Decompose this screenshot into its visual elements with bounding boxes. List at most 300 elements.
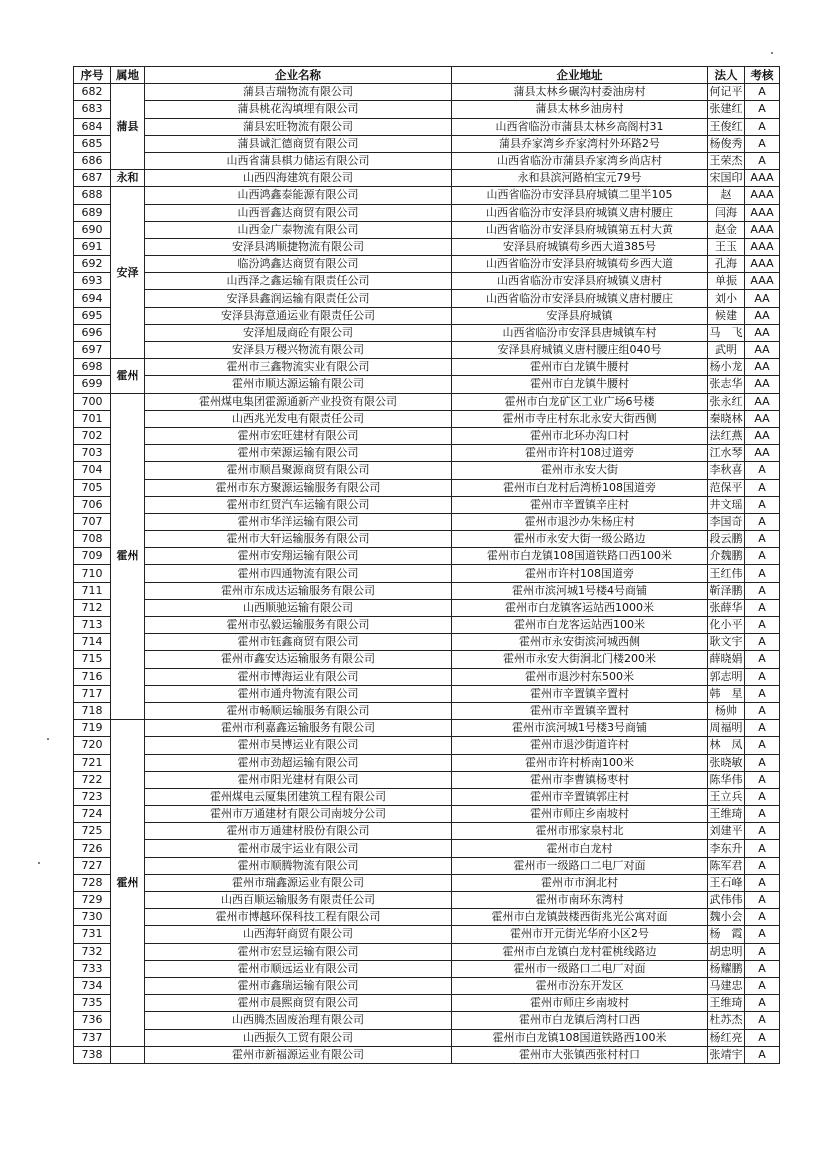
company-address-cell: 霍州市白龙镇鼓楼西街兆光公寓对面 [452, 909, 708, 926]
company-name-cell: 蒲县吉瑞物流有限公司 [145, 84, 452, 101]
company-address-cell: 霍州市许村108国道旁 [452, 565, 708, 582]
serial-no-cell: 704 [74, 462, 111, 479]
serial-no-cell: 689 [74, 204, 111, 221]
table-row [74, 342, 780, 359]
rating-cell: A [745, 101, 780, 118]
legal-rep-cell: 赵 [708, 187, 745, 204]
table-row [74, 737, 780, 754]
serial-no-cell: 707 [74, 513, 111, 530]
legal-rep-cell: 王荣杰 [708, 152, 745, 169]
serial-no-cell: 712 [74, 599, 111, 616]
legal-rep-cell: 李秋喜 [708, 462, 745, 479]
rating-cell: AAA [745, 187, 780, 204]
table-row [74, 221, 780, 238]
company-name-cell: 霍州市新福源运业有限公司 [145, 1046, 452, 1063]
serial-no-cell: 721 [74, 754, 111, 771]
table-row [74, 290, 780, 307]
company-name-cell: 山西兆光发电有限责任公司 [145, 410, 452, 427]
scan-speck [38, 862, 40, 864]
serial-no-cell: 736 [74, 1012, 111, 1029]
legal-rep-cell: 法红燕 [708, 427, 745, 444]
legal-rep-cell: 武伟伟 [708, 892, 745, 909]
legal-rep-cell: 杨帅 [708, 702, 745, 719]
company-name-cell: 安泽旭晟商砼有限公司 [145, 324, 452, 341]
rating-cell: A [745, 685, 780, 702]
company-address-cell: 霍州市邢家泉村北 [452, 823, 708, 840]
company-address-cell: 霍州市永安街滨河城西侧 [452, 634, 708, 651]
company-address-cell: 山西省临汾市安泽县府城镇苟乡西大道 [452, 256, 708, 273]
company-address-cell: 安泽县府城镇苟乡西大道385号 [452, 238, 708, 255]
company-name-cell: 霍州市万通建材有限公司南坡分公司 [145, 806, 452, 823]
table-row [74, 685, 780, 702]
company-name-cell: 霍州市顺昌聚源商贸有限公司 [145, 462, 452, 479]
company-address-cell: 蒲县太林乡碾沟村委油房村 [452, 84, 708, 101]
legal-rep-cell: 武明 [708, 342, 745, 359]
rating-cell: A [745, 152, 780, 169]
legal-rep-cell: 候建 [708, 307, 745, 324]
table-row [74, 324, 780, 341]
serial-no-cell: 717 [74, 685, 111, 702]
table-row [74, 788, 780, 805]
table-row [74, 531, 780, 548]
company-name-cell: 霍州市三鑫物流实业有限公司 [145, 359, 452, 376]
company-address-cell: 霍州市师庄乡南坡村 [452, 806, 708, 823]
company-address-cell: 霍州市一级路口二电厂对面 [452, 960, 708, 977]
serial-no-cell: 735 [74, 995, 111, 1012]
company-name-cell: 霍州市顺远运业有限公司 [145, 960, 452, 977]
rating-cell: A [745, 479, 780, 496]
company-name-cell: 山西海轩商贸有限公司 [145, 926, 452, 943]
company-name-cell: 安泽县万稷兴物流有限公司 [145, 342, 452, 359]
table-row [74, 393, 780, 410]
company-name-cell: 霍州市通舟物流有限公司 [145, 685, 452, 702]
table-row [74, 118, 780, 135]
serial-no-cell: 709 [74, 548, 111, 565]
legal-rep-cell: 杨 霞 [708, 926, 745, 943]
legal-rep-cell: 周福明 [708, 720, 745, 737]
serial-no-cell: 688 [74, 187, 111, 204]
company-address-cell: 霍州市永安大街 [452, 462, 708, 479]
legal-rep-cell: 杜苏杰 [708, 1012, 745, 1029]
company-address-cell: 安泽县府城镇 [452, 307, 708, 324]
rating-cell: AA [745, 342, 780, 359]
company-name-cell: 霍州市顺腾物流有限公司 [145, 857, 452, 874]
header-rating: 考核 [745, 67, 780, 84]
table-body [74, 84, 780, 1064]
legal-rep-cell: 单振 [708, 273, 745, 290]
company-name-cell: 霍州市安翔运输有限公司 [145, 548, 452, 565]
legal-rep-cell: 耿文宇 [708, 634, 745, 651]
legal-rep-cell: 张薛华 [708, 599, 745, 616]
serial-no-cell: 698 [74, 359, 111, 376]
legal-rep-cell: 何记平 [708, 84, 745, 101]
rating-cell: A [745, 531, 780, 548]
serial-no-cell: 701 [74, 410, 111, 427]
company-address-cell: 霍州市白龙镇108国道铁路西100米 [452, 1029, 708, 1046]
table-row [74, 410, 780, 427]
legal-rep-cell: 靳泽鹏 [708, 582, 745, 599]
company-name-cell: 山西四海建筑有限公司 [145, 170, 452, 187]
serial-no-cell: 683 [74, 101, 111, 118]
region-cell: 霍州 [111, 720, 145, 1047]
serial-no-cell: 695 [74, 307, 111, 324]
region-cell [111, 1046, 145, 1063]
serial-no-cell: 713 [74, 617, 111, 634]
company-name-cell: 山西振久工贸有限公司 [145, 1029, 452, 1046]
serial-no-cell: 715 [74, 651, 111, 668]
company-name-cell: 霍州市瑞鑫源运业有限公司 [145, 874, 452, 891]
company-address-cell: 霍州市白龙镇108国道铁路口西100米 [452, 548, 708, 565]
legal-rep-cell: 陈军君 [708, 857, 745, 874]
serial-no-cell: 700 [74, 393, 111, 410]
rating-cell: A [745, 840, 780, 857]
rating-cell: AAA [745, 204, 780, 221]
serial-no-cell: 692 [74, 256, 111, 273]
table-row [74, 565, 780, 582]
company-address-cell: 霍州市开元街光华府小区2号 [452, 926, 708, 943]
table-row [74, 995, 780, 1012]
table-row [74, 204, 780, 221]
rating-cell: A [745, 977, 780, 994]
table-row [74, 445, 780, 462]
rating-cell: A [745, 135, 780, 152]
legal-rep-cell: 张永红 [708, 393, 745, 410]
legal-rep-cell: 林 凤 [708, 737, 745, 754]
rating-cell: A [745, 1029, 780, 1046]
table-row [74, 187, 780, 204]
company-name-cell: 霍州煤电云厦集团建筑工程有限公司 [145, 788, 452, 805]
company-name-cell: 蒲县诚汇德商贸有限公司 [145, 135, 452, 152]
serial-no-cell: 716 [74, 668, 111, 685]
company-address-cell: 霍州市滨河城1号楼4号商铺 [452, 582, 708, 599]
company-address-cell: 山西省临汾市安泽县府城镇第五村大黄 [452, 221, 708, 238]
serial-no-cell: 703 [74, 445, 111, 462]
company-address-cell: 山西省临汾市蒲县太林乡高阁村31 [452, 118, 708, 135]
rating-cell: AA [745, 445, 780, 462]
serial-no-cell: 726 [74, 840, 111, 857]
company-address-cell: 霍州市李曹镇杨枣村 [452, 771, 708, 788]
company-name-cell: 霍州市弘毅运输服务有限公司 [145, 617, 452, 634]
table-row [74, 634, 780, 651]
company-address-cell: 山西省临汾市安泽县府城镇义唐村腰庄 [452, 204, 708, 221]
legal-rep-cell: 段云鹏 [708, 531, 745, 548]
header-legal-rep: 法人 [708, 67, 745, 84]
serial-no-cell: 708 [74, 531, 111, 548]
legal-rep-cell: 化小平 [708, 617, 745, 634]
company-name-cell: 山西省蒲县棋力储运有限公司 [145, 152, 452, 169]
company-address-cell: 霍州市白龙矿区工业广场6号楼 [452, 393, 708, 410]
table-row [74, 84, 780, 101]
table-row [74, 238, 780, 255]
serial-no-cell: 720 [74, 737, 111, 754]
serial-no-cell: 714 [74, 634, 111, 651]
legal-rep-cell: 刘小 [708, 290, 745, 307]
table-row [74, 720, 780, 737]
company-name-cell: 霍州市晟宇运业有限公司 [145, 840, 452, 857]
company-address-cell: 霍州市寺庄村东北永安大街西侧 [452, 410, 708, 427]
serial-no-cell: 699 [74, 376, 111, 393]
rating-cell: AAA [745, 238, 780, 255]
table-row [74, 668, 780, 685]
rating-cell: A [745, 702, 780, 719]
table-row [74, 771, 780, 788]
company-name-cell: 霍州市晨熙商贸有限公司 [145, 995, 452, 1012]
region-cell: 永和 [111, 170, 145, 187]
serial-no-cell: 737 [74, 1029, 111, 1046]
company-name-cell: 霍州市宏昱运输有限公司 [145, 943, 452, 960]
company-name-cell: 蒲县桃花沟填埋有限公司 [145, 101, 452, 118]
company-name-cell: 霍州市四通物流有限公司 [145, 565, 452, 582]
serial-no-cell: 732 [74, 943, 111, 960]
serial-no-cell: 725 [74, 823, 111, 840]
company-name-cell: 山西晋鑫达商贸有限公司 [145, 204, 452, 221]
serial-no-cell: 738 [74, 1046, 111, 1063]
serial-no-cell: 694 [74, 290, 111, 307]
serial-no-cell: 718 [74, 702, 111, 719]
rating-cell: A [745, 548, 780, 565]
company-address-cell: 山西省临汾市安泽县唐城镇车村 [452, 324, 708, 341]
rating-cell: A [745, 617, 780, 634]
legal-rep-cell: 薛晓娟 [708, 651, 745, 668]
table-row [74, 823, 780, 840]
region-cell: 霍州 [111, 359, 145, 393]
serial-no-cell: 693 [74, 273, 111, 290]
serial-no-cell: 685 [74, 135, 111, 152]
company-address-cell: 山西省临汾市蒲县乔家湾乡尚店村 [452, 152, 708, 169]
company-address-cell: 山西省临汾市安泽县府城镇二里半105 [452, 187, 708, 204]
rating-cell: AA [745, 307, 780, 324]
company-address-cell: 霍州市退沙办朱杨庄村 [452, 513, 708, 530]
company-name-cell: 霍州市顺达源运输有限公司 [145, 376, 452, 393]
company-address-cell: 霍州市师庄乡南坡村 [452, 995, 708, 1012]
company-name-cell: 霍州市昊博运业有限公司 [145, 737, 452, 754]
rating-cell: A [745, 496, 780, 513]
serial-no-cell: 702 [74, 427, 111, 444]
table-row [74, 427, 780, 444]
serial-no-cell: 727 [74, 857, 111, 874]
serial-no-cell: 696 [74, 324, 111, 341]
serial-no-cell: 724 [74, 806, 111, 823]
legal-rep-cell: 闫海 [708, 204, 745, 221]
table-row [74, 960, 780, 977]
company-address-cell: 霍州市白龙客运站西100米 [452, 617, 708, 634]
table-row [74, 273, 780, 290]
rating-cell: AA [745, 359, 780, 376]
company-address-cell: 霍州市南环东湾村 [452, 892, 708, 909]
company-name-cell: 霍州市鑫瑞运输有限公司 [145, 977, 452, 994]
rating-cell: A [745, 788, 780, 805]
rating-cell: A [745, 771, 780, 788]
legal-rep-cell: 王维琦 [708, 806, 745, 823]
rating-cell: A [745, 720, 780, 737]
serial-no-cell: 686 [74, 152, 111, 169]
rating-cell: AA [745, 427, 780, 444]
serial-no-cell: 723 [74, 788, 111, 805]
company-address-cell: 山西省临汾市安泽县府城镇义唐村 [452, 273, 708, 290]
rating-cell: AAA [745, 170, 780, 187]
table-row [74, 376, 780, 393]
company-address-cell: 安泽县府城镇义唐村腰庄组040号 [452, 342, 708, 359]
serial-no-cell: 719 [74, 720, 111, 737]
company-name-cell: 山西鸿鑫泰能源有限公司 [145, 187, 452, 204]
company-address-cell: 蒲县乔家湾乡乔家湾村外环路2号 [452, 135, 708, 152]
table-row [74, 582, 780, 599]
region-cell: 安泽 [111, 187, 145, 359]
serial-no-cell: 684 [74, 118, 111, 135]
legal-rep-cell: 孔海 [708, 256, 745, 273]
legal-rep-cell: 张建红 [708, 101, 745, 118]
serial-no-cell: 730 [74, 909, 111, 926]
legal-rep-cell: 介魏鹏 [708, 548, 745, 565]
rating-cell: A [745, 84, 780, 101]
company-name-cell: 霍州市畅顺运输服务有限公司 [145, 702, 452, 719]
legal-rep-cell: 王玉 [708, 238, 745, 255]
serial-no-cell: 697 [74, 342, 111, 359]
table-row [74, 256, 780, 273]
company-address-cell: 霍州市大张镇西张村村口 [452, 1046, 708, 1063]
rating-cell: A [745, 754, 780, 771]
serial-no-cell: 734 [74, 977, 111, 994]
table-row [74, 479, 780, 496]
serial-no-cell: 690 [74, 221, 111, 238]
region-cell: 蒲县 [111, 84, 145, 170]
legal-rep-cell: 李东升 [708, 840, 745, 857]
serial-no-cell: 733 [74, 960, 111, 977]
legal-rep-cell: 宋国印 [708, 170, 745, 187]
rating-cell: A [745, 462, 780, 479]
company-address-cell: 霍州市辛置镇辛置村 [452, 702, 708, 719]
serial-no-cell: 729 [74, 892, 111, 909]
legal-rep-cell: 刘建平 [708, 823, 745, 840]
rating-cell: A [745, 943, 780, 960]
legal-rep-cell: 王维琦 [708, 995, 745, 1012]
table-row [74, 462, 780, 479]
company-address-cell: 山西省临汾市安泽县府城镇义唐村腰庄 [452, 290, 708, 307]
company-name-cell: 霍州市劲超运输有限公司 [145, 754, 452, 771]
legal-rep-cell: 胡忠明 [708, 943, 745, 960]
rating-cell: A [745, 806, 780, 823]
company-address-cell: 霍州市许村桥南100米 [452, 754, 708, 771]
rating-cell: AAA [745, 221, 780, 238]
company-address-cell: 霍州市一级路口二电厂对面 [452, 857, 708, 874]
rating-cell: A [745, 995, 780, 1012]
company-name-cell: 安泽县海意通运业有限责任公司 [145, 307, 452, 324]
company-address-cell: 霍州市永安大街涧北门楼200米 [452, 651, 708, 668]
company-name-cell: 霍州市大轩运输服务有限公司 [145, 531, 452, 548]
legal-rep-cell: 马 飞 [708, 324, 745, 341]
company-name-cell: 山西腾杰固废治理有限公司 [145, 1012, 452, 1029]
serial-no-cell: 687 [74, 170, 111, 187]
rating-cell: A [745, 118, 780, 135]
rating-cell: A [745, 857, 780, 874]
rating-cell: AAA [745, 273, 780, 290]
table-row [74, 307, 780, 324]
table-row [74, 548, 780, 565]
table-row [74, 651, 780, 668]
company-name-cell: 霍州市华洋运输有限公司 [145, 513, 452, 530]
rating-cell: AAA [745, 256, 780, 273]
company-name-cell: 山西顺驰运输有限公司 [145, 599, 452, 616]
company-name-cell: 霍州市利嘉鑫运输服务有限公司 [145, 720, 452, 737]
company-address-cell: 霍州市滨河城1号楼3号商铺 [452, 720, 708, 737]
table-row [74, 101, 780, 118]
company-address-cell: 霍州市白龙村后湾桥108国道旁 [452, 479, 708, 496]
table-row [74, 754, 780, 771]
company-name-cell: 安泽县鸿顺捷物流有限公司 [145, 238, 452, 255]
table-row [74, 617, 780, 634]
header-serial-no: 序号 [74, 67, 111, 84]
company-address-cell: 霍州市北环办沟口村 [452, 427, 708, 444]
company-name-cell: 临汾鸿鑫达商贸有限公司 [145, 256, 452, 273]
table-row [74, 840, 780, 857]
legal-rep-cell: 范保平 [708, 479, 745, 496]
legal-rep-cell: 王立兵 [708, 788, 745, 805]
scan-speck [771, 52, 773, 54]
legal-rep-cell: 杨俊秀 [708, 135, 745, 152]
table-row [74, 1046, 780, 1063]
legal-rep-cell: 井文瑶 [708, 496, 745, 513]
company-address-cell: 霍州市辛置镇郭庄村 [452, 788, 708, 805]
rating-cell: AA [745, 410, 780, 427]
legal-rep-cell: 张靖宇 [708, 1046, 745, 1063]
legal-rep-cell: 杨红亮 [708, 1029, 745, 1046]
table-row [74, 135, 780, 152]
company-address-cell: 霍州市白龙镇牛腰村 [452, 359, 708, 376]
legal-rep-cell: 张晓敏 [708, 754, 745, 771]
legal-rep-cell: 郭志明 [708, 668, 745, 685]
serial-no-cell: 706 [74, 496, 111, 513]
table-row [74, 874, 780, 891]
rating-cell: A [745, 909, 780, 926]
company-address-cell: 霍州市白龙镇牛腰村 [452, 376, 708, 393]
company-name-cell: 山西百顺运输服务有限责任公司 [145, 892, 452, 909]
company-address-cell: 霍州市退沙村东500米 [452, 668, 708, 685]
legal-rep-cell: 杨小龙 [708, 359, 745, 376]
header-region: 属地 [111, 67, 145, 84]
company-address-cell: 霍州市辛置镇辛置村 [452, 685, 708, 702]
company-address-cell: 霍州市许村108过道旁 [452, 445, 708, 462]
company-name-cell: 霍州市东成达运输服务有限公司 [145, 582, 452, 599]
company-address-cell: 霍州市汾东开发区 [452, 977, 708, 994]
legal-rep-cell: 江水琴 [708, 445, 745, 462]
company-name-cell: 霍州市万通建材股份有限公司 [145, 823, 452, 840]
legal-rep-cell: 张志华 [708, 376, 745, 393]
table-row [74, 599, 780, 616]
rating-cell: AA [745, 290, 780, 307]
company-name-cell: 蒲县宏旺物流有限公司 [145, 118, 452, 135]
header-company-address: 企业地址 [452, 67, 708, 84]
company-name-cell: 安泽县鑫润运输有限责任公司 [145, 290, 452, 307]
company-address-cell: 霍州市白龙镇客运站西1000米 [452, 599, 708, 616]
table-row [74, 359, 780, 376]
company-address-cell: 霍州市白龙村 [452, 840, 708, 857]
serial-no-cell: 728 [74, 874, 111, 891]
legal-rep-cell: 赵金 [708, 221, 745, 238]
rating-cell: A [745, 651, 780, 668]
company-name-cell: 霍州市博越环保科技工程有限公司 [145, 909, 452, 926]
company-name-cell: 山西泽之鑫运输有限责任公司 [145, 273, 452, 290]
table-row [74, 857, 780, 874]
region-cell: 霍州 [111, 393, 145, 720]
company-address-cell: 霍州市辛置镇辛庄村 [452, 496, 708, 513]
legal-rep-cell: 陈华伟 [708, 771, 745, 788]
serial-no-cell: 711 [74, 582, 111, 599]
table-row [74, 926, 780, 943]
table-row [74, 496, 780, 513]
table-row [74, 943, 780, 960]
legal-rep-cell: 魏小会 [708, 909, 745, 926]
rating-cell: A [745, 823, 780, 840]
